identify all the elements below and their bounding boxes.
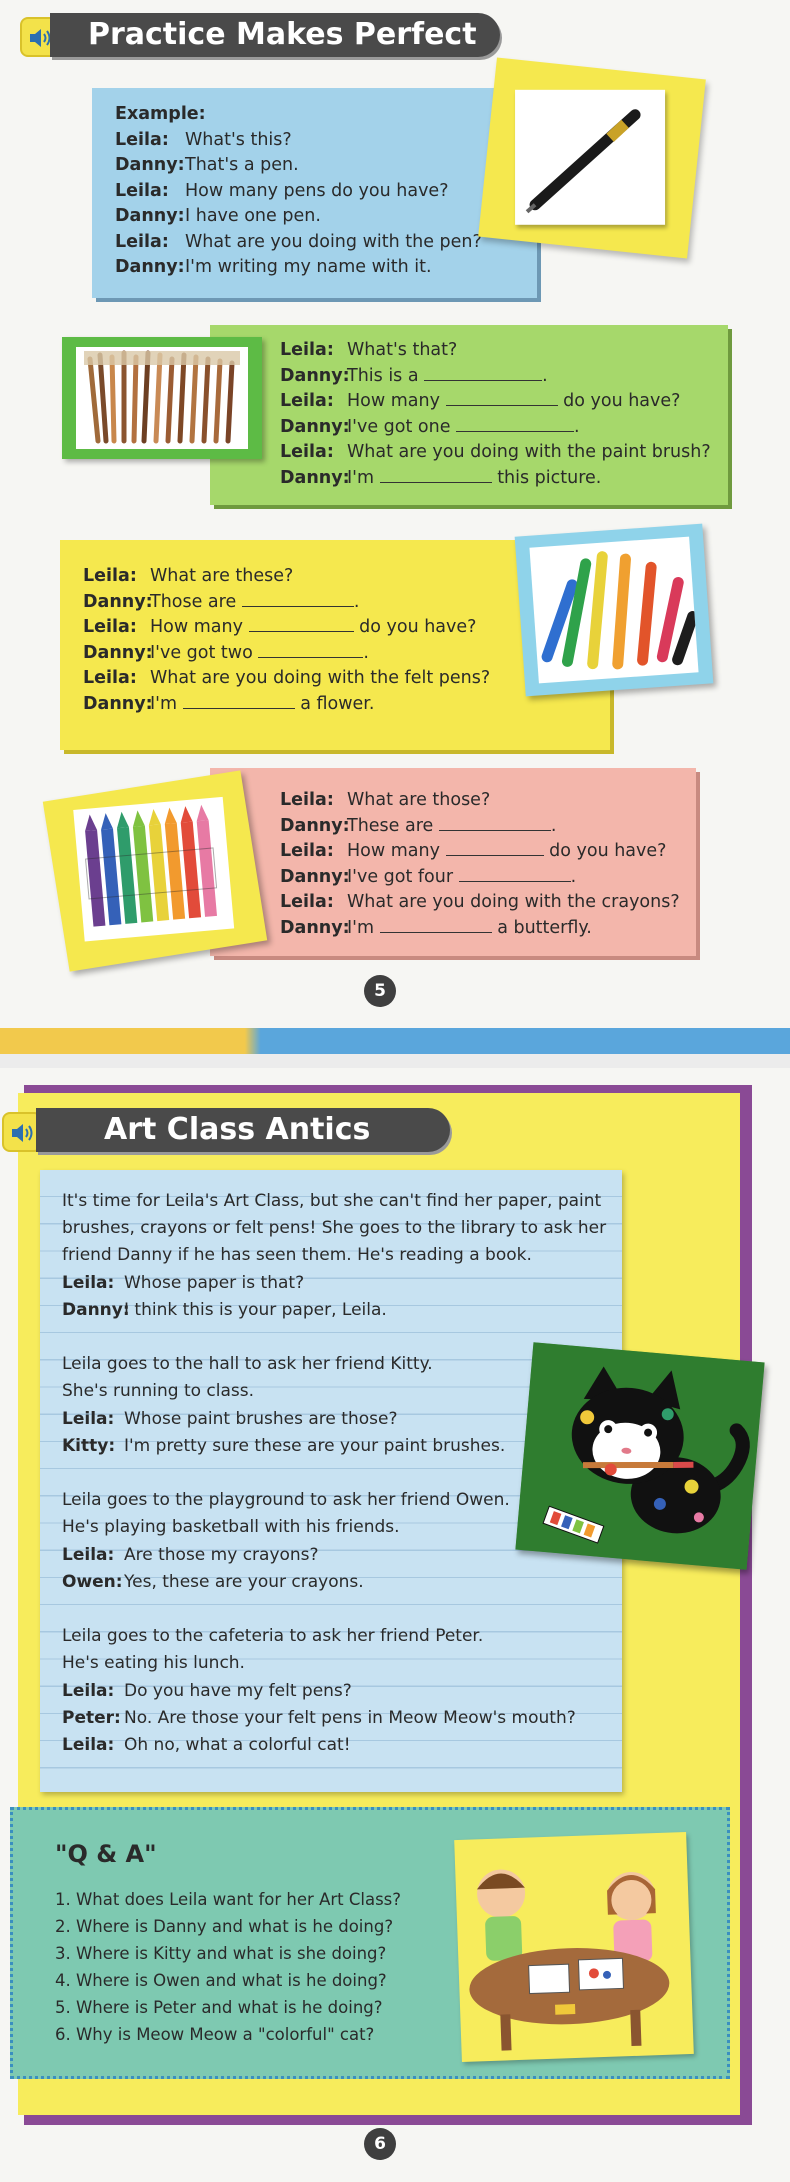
speaker-label: Peter: xyxy=(62,1707,121,1728)
story-line: He's eating his lunch. xyxy=(62,1653,245,1674)
story-line: He's playing basketball with his friends. xyxy=(62,1517,400,1538)
line-text: How many pens do you have? xyxy=(185,180,449,201)
line-text: Those are xyxy=(150,591,237,612)
line-text: . xyxy=(363,642,369,663)
exercise-1-dialogue xyxy=(280,338,711,491)
line-text: What are you doing with the pen? xyxy=(185,231,482,252)
speaker-label: Leila: xyxy=(83,617,137,637)
question-item: 6. Why is Meow Meow a "colorful" cat? xyxy=(55,2025,375,2044)
page-divider-shade xyxy=(0,1054,790,1068)
line-text: This is a xyxy=(347,365,419,386)
answer-blank[interactable] xyxy=(183,692,295,709)
line-text: a flower. xyxy=(300,693,375,714)
line-text: These are xyxy=(347,815,434,836)
line-text: No. Are those your felt pens in Meow Meow's mouth? xyxy=(124,1707,576,1728)
page-number: 6 xyxy=(364,2128,396,2160)
speaker-label: Danny: xyxy=(115,257,185,277)
exercise-2-dialogue xyxy=(83,564,490,717)
cat-illustration-icon xyxy=(515,1342,764,1569)
speaker-label: Kitty: xyxy=(62,1435,116,1456)
line-text: a butterfly. xyxy=(497,917,592,938)
speaker-label: Leila: xyxy=(280,841,334,861)
line-text: I'm xyxy=(347,917,375,938)
line-text: I'm xyxy=(150,693,178,714)
line-text: What are those? xyxy=(347,790,491,810)
line-text: . xyxy=(570,866,577,887)
line-text: What's that? xyxy=(347,340,458,360)
answer-blank[interactable] xyxy=(380,916,492,933)
speaker-label: Danny: xyxy=(115,155,185,175)
answer-blank[interactable] xyxy=(456,415,574,432)
question-item: 3. Where is Kitty and what is she doing? xyxy=(55,1944,387,1963)
line-text: How many xyxy=(347,391,440,411)
line-text: That's a pen. xyxy=(185,155,299,175)
answer-blank[interactable] xyxy=(446,839,544,856)
exercise-3-dialogue xyxy=(280,788,680,941)
speaker-label: Leila: xyxy=(115,180,169,201)
page-divider xyxy=(0,1028,790,1054)
speaker-label: Leila: xyxy=(280,340,334,360)
example-label: Example: xyxy=(115,104,206,124)
paint-brush-icon xyxy=(76,347,248,449)
question-item: 4. Where is Owen and what is he doing? xyxy=(55,1971,387,1990)
speaker-label: Leila: xyxy=(280,442,334,462)
page-title: Art Class Antics xyxy=(36,1108,450,1152)
line-text: I've got one xyxy=(347,416,451,437)
speaker-label: Leila: xyxy=(62,1408,115,1429)
question-item: 2. Where is Danny and what is he doing? xyxy=(55,1917,394,1936)
paint-brushes-picture xyxy=(62,337,262,459)
line-text: Oh no, what a colorful cat! xyxy=(124,1735,351,1756)
answer-blank[interactable] xyxy=(242,590,354,607)
story-line: Leila goes to the playground to ask her friend Owen. xyxy=(62,1490,510,1511)
story-line: brushes, crayons or felt pens! She goes to the library to ask her xyxy=(62,1218,607,1239)
line-text: . xyxy=(542,365,548,386)
line-text: I've got four xyxy=(347,866,454,887)
line-text: Are those my crayons? xyxy=(124,1544,319,1565)
answer-blank[interactable] xyxy=(424,364,542,381)
line-text: do you have? xyxy=(549,841,667,861)
speaker-label: Leila: xyxy=(280,790,334,810)
line-text: . xyxy=(550,815,557,836)
speaker-label: Danny: xyxy=(83,693,153,714)
speaker-label: Leila: xyxy=(280,391,334,411)
story-line: friend Danny if he has seen them. He's reading a book. xyxy=(62,1245,532,1266)
line-text: do you have? xyxy=(563,391,681,411)
page-title: Practice Makes Perfect xyxy=(50,13,500,57)
speaker-label: Leila: xyxy=(115,129,169,150)
speaker-label: Danny: xyxy=(62,1299,130,1320)
speaker-label: Leila: xyxy=(83,566,137,586)
felt-pens-picture xyxy=(515,524,714,697)
speaker-label: Danny: xyxy=(83,591,153,612)
speaker-icon xyxy=(10,1121,36,1145)
qa-title: "Q & A" xyxy=(55,1840,157,1868)
speaker-label: Danny: xyxy=(280,467,350,488)
pen-picture xyxy=(478,58,706,259)
line-text: What are you doing with the felt pens? xyxy=(150,668,491,688)
line-text: Whose paper is that? xyxy=(124,1272,305,1293)
speaker-label: Owen: xyxy=(62,1571,123,1592)
story-line: It's time for Leila's Art Class, but she can't find her paper, paint xyxy=(62,1191,602,1211)
answer-blank[interactable] xyxy=(439,814,551,831)
line-text: . xyxy=(353,591,360,612)
line-text: I have one pen. xyxy=(185,206,321,226)
line-text: this picture. xyxy=(497,467,602,488)
line-text: I'm xyxy=(347,467,375,488)
story-line: She's running to class. xyxy=(62,1381,255,1402)
answer-blank[interactable] xyxy=(258,641,363,658)
line-text: What are you doing with the crayons? xyxy=(347,892,680,912)
answer-blank[interactable] xyxy=(446,389,558,406)
speaker-label: Leila: xyxy=(280,892,334,912)
speaker-label: Danny: xyxy=(280,416,350,437)
speaker-label: Danny: xyxy=(115,206,185,226)
question-item: 1. What does Leila want for her Art Class? xyxy=(55,1890,402,1909)
answer-blank[interactable] xyxy=(249,615,354,632)
crayon-icon xyxy=(73,797,234,942)
speaker-label: Danny: xyxy=(83,642,153,663)
line-text: What are you doing with the paint brush? xyxy=(347,442,711,462)
line-text: I'm pretty sure these are your paint brushes. xyxy=(124,1435,506,1456)
line-text: How many xyxy=(150,617,243,637)
speaker-label: Danny: xyxy=(280,866,350,887)
line-text: I'm writing my name with it. xyxy=(185,257,432,277)
speaker-label: Leila: xyxy=(62,1735,115,1756)
page-number: 5 xyxy=(364,975,396,1007)
line-text: Yes, these are your crayons. xyxy=(124,1571,364,1592)
cat-picture xyxy=(515,1342,764,1569)
line-text: . xyxy=(574,416,580,437)
kids-drawing-icon xyxy=(454,1832,694,2062)
story-line: Leila goes to the hall to ask her friend Kitty. xyxy=(62,1354,433,1375)
line-text: What are these? xyxy=(150,566,294,586)
line-text: How many xyxy=(347,841,440,861)
speaker-label: Danny: xyxy=(280,917,350,938)
speaker-label: Leila: xyxy=(115,231,169,252)
answer-blank[interactable] xyxy=(380,466,492,483)
speaker-label: Danny: xyxy=(280,365,350,386)
speaker-label: Leila: xyxy=(83,668,137,688)
pen-icon xyxy=(515,90,665,225)
line-text: Whose paint brushes are those? xyxy=(124,1408,398,1429)
felt-pen-icon xyxy=(529,537,698,684)
line-text: I think this is your paper, Leila. xyxy=(124,1299,387,1320)
line-text: I've got two xyxy=(150,642,253,663)
crayons-picture xyxy=(43,770,267,971)
kids-picture xyxy=(454,1832,694,2062)
speaker-label: Leila: xyxy=(62,1680,115,1701)
line-text: What's this? xyxy=(185,129,292,150)
line-text: Do you have my felt pens? xyxy=(124,1680,352,1701)
qa-questions xyxy=(55,1886,401,2048)
question-item: 5. Where is Peter and what is he doing? xyxy=(55,1998,383,2017)
speaker-label: Danny: xyxy=(280,815,350,836)
answer-blank[interactable] xyxy=(459,865,571,882)
line-text: do you have? xyxy=(359,617,477,637)
story-line: Leila goes to the cafeteria to ask her friend Peter. xyxy=(62,1626,484,1647)
speaker-label: Leila: xyxy=(62,1544,115,1565)
speaker-label: Leila: xyxy=(62,1272,115,1293)
example-dialogue xyxy=(115,102,482,281)
